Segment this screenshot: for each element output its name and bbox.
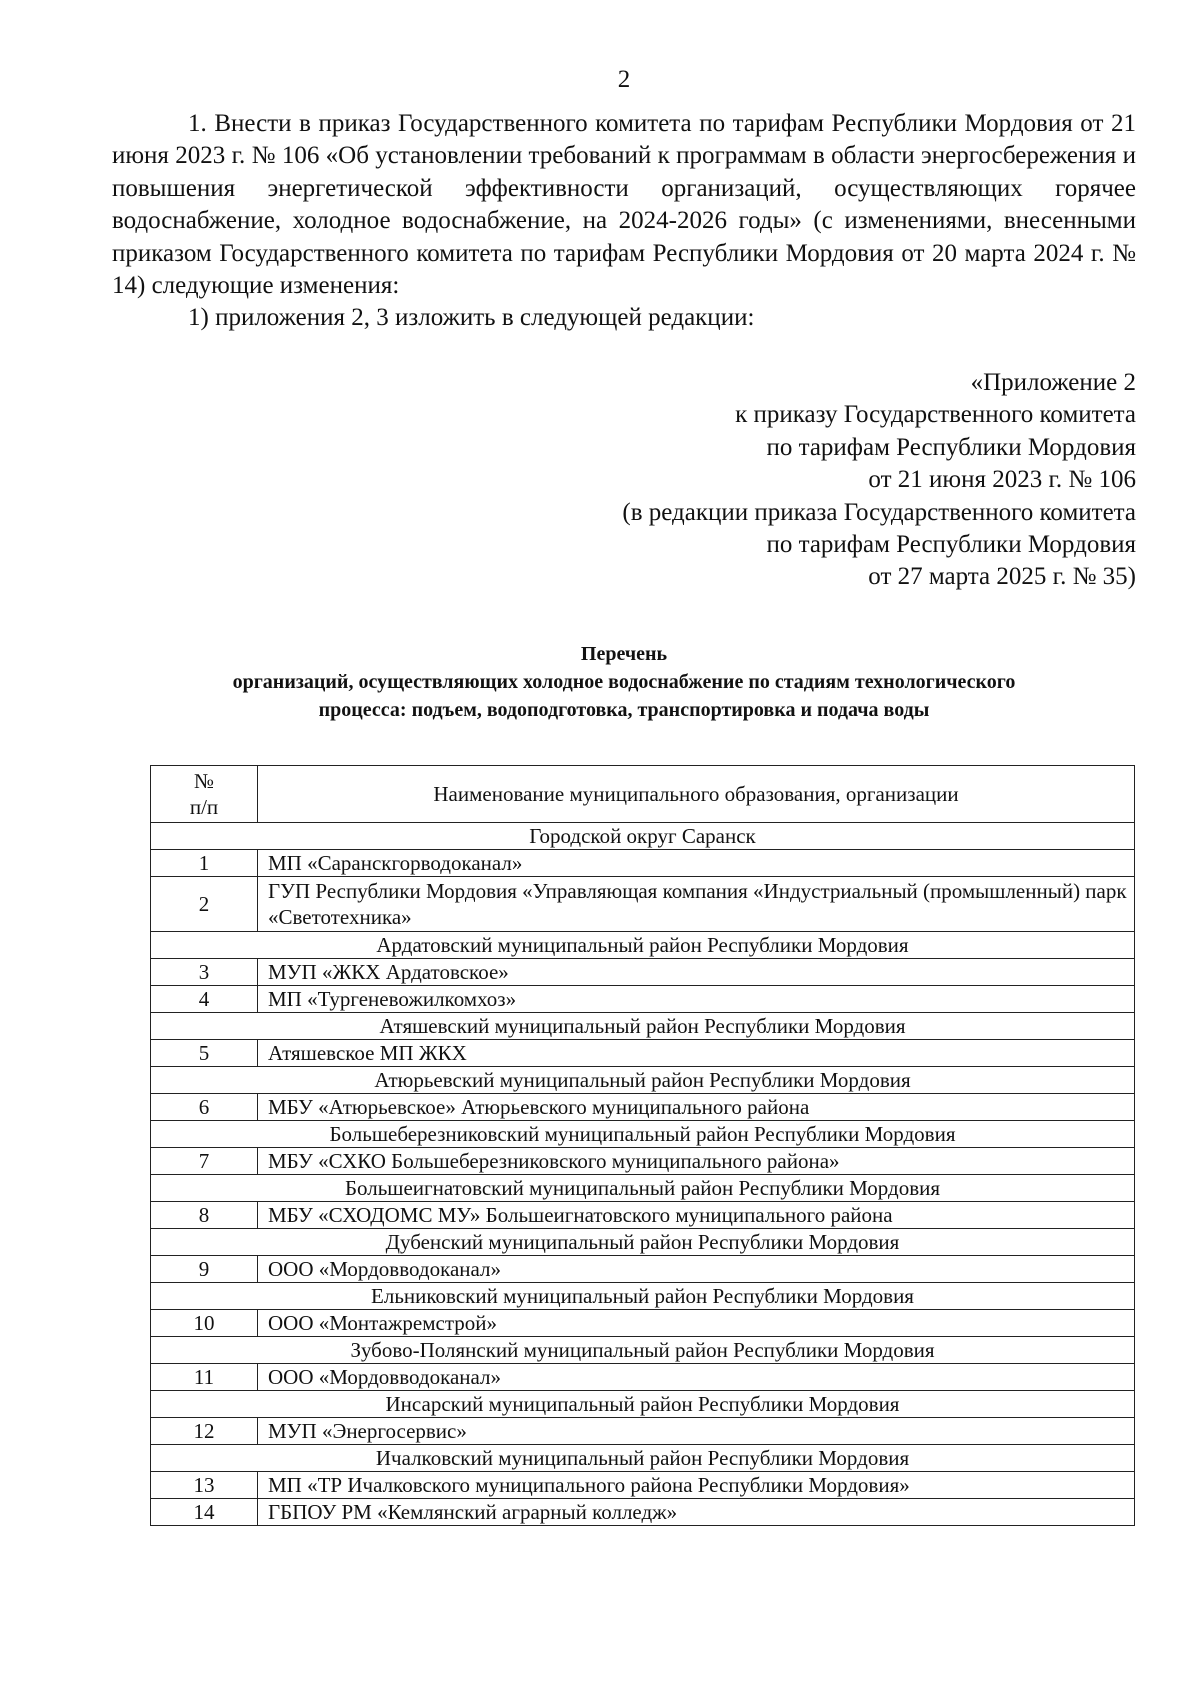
organization-name: ООО «Монтажремстрой» [258,1310,1135,1337]
table-row [151,1202,1135,1229]
organization-name: МБУ «Атюрьевское» Атюрьевского муниципального района [258,1094,1135,1121]
district-name: Зубово-Полянский муниципальный район Республики Мордовия [151,1337,1135,1364]
intro-paragraph-2: 1) приложения 2, 3 изложить в следующей редакции: [188,304,755,332]
organization-name: МБУ «СХОДОМС МУ» Большеигнатовского муниципального района [258,1202,1135,1229]
district-name: Дубенский муниципальный район Республики Мордовия [151,1229,1135,1256]
appendix-line: по тарифам Республики Мордовия [766,531,1136,559]
district-name: Ичалковский муниципальный район Республики Мордовия [151,1445,1135,1472]
page-number: 2 [617,66,631,93]
row-number: 4 [151,986,258,1013]
table-row [151,1148,1135,1175]
table-row [151,1310,1135,1337]
appendix-line: от 27 марта 2025 г. № 35) [868,563,1136,591]
title-line-2: организаций, осуществляющих холодное водоснабжение по стадиям технологического [232,671,1016,693]
appendix-header [436,367,1136,594]
district-name: Городской округ Саранск [151,823,1135,850]
row-number: 5 [151,1040,258,1067]
row-number: 11 [151,1364,258,1391]
table-row [151,1094,1135,1121]
district-row [151,1229,1135,1256]
table-row [151,1472,1135,1499]
table-row [151,1256,1135,1283]
organization-name: МП «Тургеневожилкомхоз» [258,986,1135,1013]
district-name: Ельниковский муниципальный район Республики Мордовия [151,1283,1135,1310]
district-name: Большеберезниковский муниципальный район Республики Мордовия [151,1121,1135,1148]
table-row [151,850,1135,877]
row-number: 6 [151,1094,258,1121]
organization-name: ГБПОУ РМ «Кемлянский аграрный колледж» [258,1499,1135,1526]
title-line-3: процесса: подъем, водоподготовка, транспортировка и подача воды [318,699,930,721]
district-name: Атяшевский муниципальный район Республики Мордовия [151,1013,1135,1040]
district-row [151,1337,1135,1364]
row-number: 2 [151,877,258,932]
table-row [151,1418,1135,1445]
table-row [151,1364,1135,1391]
appendix-line: по тарифам Республики Мордовия [766,433,1136,461]
document-title [112,640,1136,724]
district-row [151,823,1135,850]
appendix-line: «Приложение 2 [970,369,1136,396]
intro-paragraph-1: 1. Внести в приказ Государственного комитета по тарифам Республики Мордовия от 21 июня 2023 г. № 106 «Об установлении требований к программам в области энергосбережения и повышения энергетической эффективности организаций, осуществляющих горячее водоснабжение, холодное водоснабжение, на 2024-2026 годы» (с изменениями, внесенными приказом Государственного комитета по тарифам Республики Мордовия от 20 марта 2024 г. № 14) следующие изменения: [112,110,1136,300]
district-row [151,1121,1135,1148]
district-row [151,1283,1135,1310]
organization-name: Атяшевское МП ЖКХ [258,1040,1135,1067]
district-row [151,932,1135,959]
row-number: 13 [151,1472,258,1499]
table-row [151,877,1135,932]
organization-name: МП «Саранскгорводоканал» [258,850,1135,877]
column-header-name: Наименование муниципального образования, организации [258,766,1135,823]
appendix-line: к приказу Государственного комитета [735,401,1136,429]
appendix-line: (в редакции приказа Государственного комитета [622,498,1136,526]
district-name: Атюрьевский муниципальный район Республики Мордовия [151,1067,1135,1094]
district-row [151,1013,1135,1040]
table-row [151,986,1135,1013]
row-number: 3 [151,959,258,986]
table-row [151,1499,1135,1526]
district-row [151,1391,1135,1418]
intro-text [112,108,1136,335]
row-number: 7 [151,1148,258,1175]
organization-name: МУП «Энергосервис» [258,1418,1135,1445]
organization-name: ГУП Республики Мордовия «Управляющая компания «Индустриальный (промышленный) парк «Светотехника» [258,877,1135,932]
table-header-row [151,766,1135,823]
row-number: 14 [151,1499,258,1526]
organization-name: МУП «ЖКХ Ардатовское» [258,959,1135,986]
district-name: Ардатовский муниципальный район Республики Мордовия [151,932,1135,959]
row-number: 1 [151,850,258,877]
table-row [151,959,1135,986]
organization-name: МБУ «СХКО Большеберезниковского муниципального района» [258,1148,1135,1175]
table-row [151,1040,1135,1067]
district-row [151,1175,1135,1202]
organizations-table [150,765,1135,1526]
row-number: 9 [151,1256,258,1283]
organization-name: ООО «Мордовводоканал» [258,1364,1135,1391]
district-row [151,1445,1135,1472]
row-number: 12 [151,1418,258,1445]
appendix-line: от 21 июня 2023 г. № 106 [868,466,1136,494]
district-name: Инсарский муниципальный район Республики Мордовия [151,1391,1135,1418]
row-number: 10 [151,1310,258,1337]
title-line-1: Перечень [580,643,668,665]
row-number: 8 [151,1202,258,1229]
district-name: Большеигнатовский муниципальный район Республики Мордовия [151,1175,1135,1202]
organization-name: ООО «Мордовводоканал» [258,1256,1135,1283]
column-header-number: № п/п [151,766,258,823]
organization-name: МП «ТР Ичалковского муниципального района Республики Мордовия» [258,1472,1135,1499]
district-row [151,1067,1135,1094]
